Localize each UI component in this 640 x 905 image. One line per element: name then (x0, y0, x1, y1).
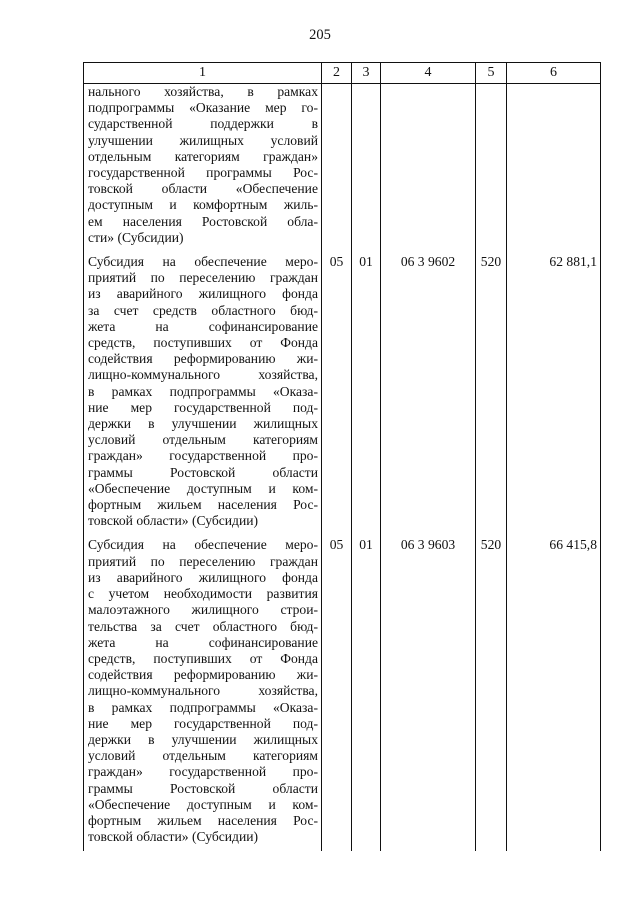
description-line: условий отдельным категориям (88, 748, 318, 764)
row-description (84, 535, 322, 851)
table-row (84, 535, 601, 851)
expense-type-code (476, 84, 507, 253)
description-line: граждан» государственной про- (88, 764, 318, 780)
description-line: с учетом необходимости развития (88, 586, 318, 602)
column-header-3: 3 (352, 63, 381, 84)
description-line: жета на софинансирование (88, 318, 318, 334)
column-header-6: 6 (507, 63, 601, 84)
description-line: фортным жильем населения Рос- (88, 812, 318, 828)
amount: 62 881,1 (507, 252, 601, 535)
amount (507, 84, 601, 253)
description-line: лищно-коммунального хозяйства, (88, 683, 318, 699)
description-line: в рамках подпрограммы «Оказа- (88, 383, 318, 399)
table-row (84, 84, 601, 253)
description-line: средств, поступивших от Фонда (88, 335, 318, 351)
target-article-code: 06 3 9602 (381, 252, 476, 535)
description-line: подпрограммы «Оказание мер го- (88, 100, 318, 116)
amount: 66 415,8 (507, 535, 601, 851)
description-line: улучшении жилищных условий (88, 132, 318, 148)
subsection-code (352, 84, 381, 253)
subsection-code: 01 (352, 252, 381, 535)
description-line: ние мер государственной под- (88, 399, 318, 415)
description-line: условий отдельным категориям (88, 432, 318, 448)
description-line: содействия реформированию жи- (88, 667, 318, 683)
description-line: жета на софинансирование (88, 634, 318, 650)
description-line: «Обеспечение доступным и ком- (88, 796, 318, 812)
description-line: тельства за счет областного бюд- (88, 618, 318, 634)
description-line: «Обеспечение доступным и ком- (88, 480, 318, 496)
description-line: в рамках подпрограммы «Оказа- (88, 699, 318, 715)
description-line: сти» (Субсидии) (88, 229, 184, 245)
target-article-code: 06 3 9603 (381, 535, 476, 851)
description-line: лищно-коммунального хозяйства, (88, 367, 318, 383)
description-line: Субсидия на обеспечение меро- (88, 537, 318, 553)
description-line: товской области» (Субсидии) (88, 513, 259, 529)
description-line: государственной программы Рос- (88, 165, 318, 181)
description-line: держки в улучшении жилищных (88, 731, 318, 747)
description-line: граммы Ростовской области (88, 780, 318, 796)
table-row (84, 252, 601, 535)
description-line: из аварийного жилищного фонда (88, 569, 318, 585)
description-line: Субсидия на обеспечение меро- (88, 254, 318, 270)
target-article-code (381, 84, 476, 253)
description-line: доступным и комфортным жиль- (88, 197, 318, 213)
page-number: 205 (309, 27, 331, 43)
column-header-2: 2 (322, 63, 352, 84)
description-line: товской области» (Субсидии) (88, 829, 259, 845)
description-line: ем населения Ростовской обла- (88, 213, 318, 229)
section-code: 05 (322, 252, 352, 535)
column-header-4: 4 (381, 63, 476, 84)
subsection-code: 01 (352, 535, 381, 851)
description-line: держки в улучшении жилищных (88, 416, 318, 432)
description-line: ние мер государственной под- (88, 715, 318, 731)
table-header-row (84, 63, 601, 84)
description-line: товской области «Обеспечение (88, 181, 318, 197)
description-line: средств, поступивших от Фонда (88, 650, 318, 666)
expense-type-code: 520 (476, 252, 507, 535)
description-line: из аварийного жилищного фонда (88, 286, 318, 302)
description-line: приятий по переселению граждан (88, 270, 318, 286)
row-description (84, 252, 322, 535)
description-line: приятий по переселению граждан (88, 553, 318, 569)
column-header-1: 1 (84, 63, 322, 84)
description-line: граммы Ростовской области (88, 464, 318, 480)
description-line: малоэтажного жилищного строи- (88, 602, 318, 618)
description-line: граждан» государственной про- (88, 448, 318, 464)
description-line: отдельным категориям граждан» (88, 148, 318, 164)
description-line: содействия реформированию жи- (88, 351, 318, 367)
description-line: фортным жильем населения Рос- (88, 497, 318, 513)
row-description (84, 84, 322, 253)
column-header-5: 5 (476, 63, 507, 84)
expense-type-code: 520 (476, 535, 507, 851)
budget-table (83, 62, 601, 851)
description-line: нального хозяйства, в рамках (88, 84, 318, 99)
section-code: 05 (322, 535, 352, 851)
description-line: сударственной поддержки в (88, 116, 318, 132)
description-line: за счет средств областного бюд- (88, 302, 318, 318)
section-code (322, 84, 352, 253)
